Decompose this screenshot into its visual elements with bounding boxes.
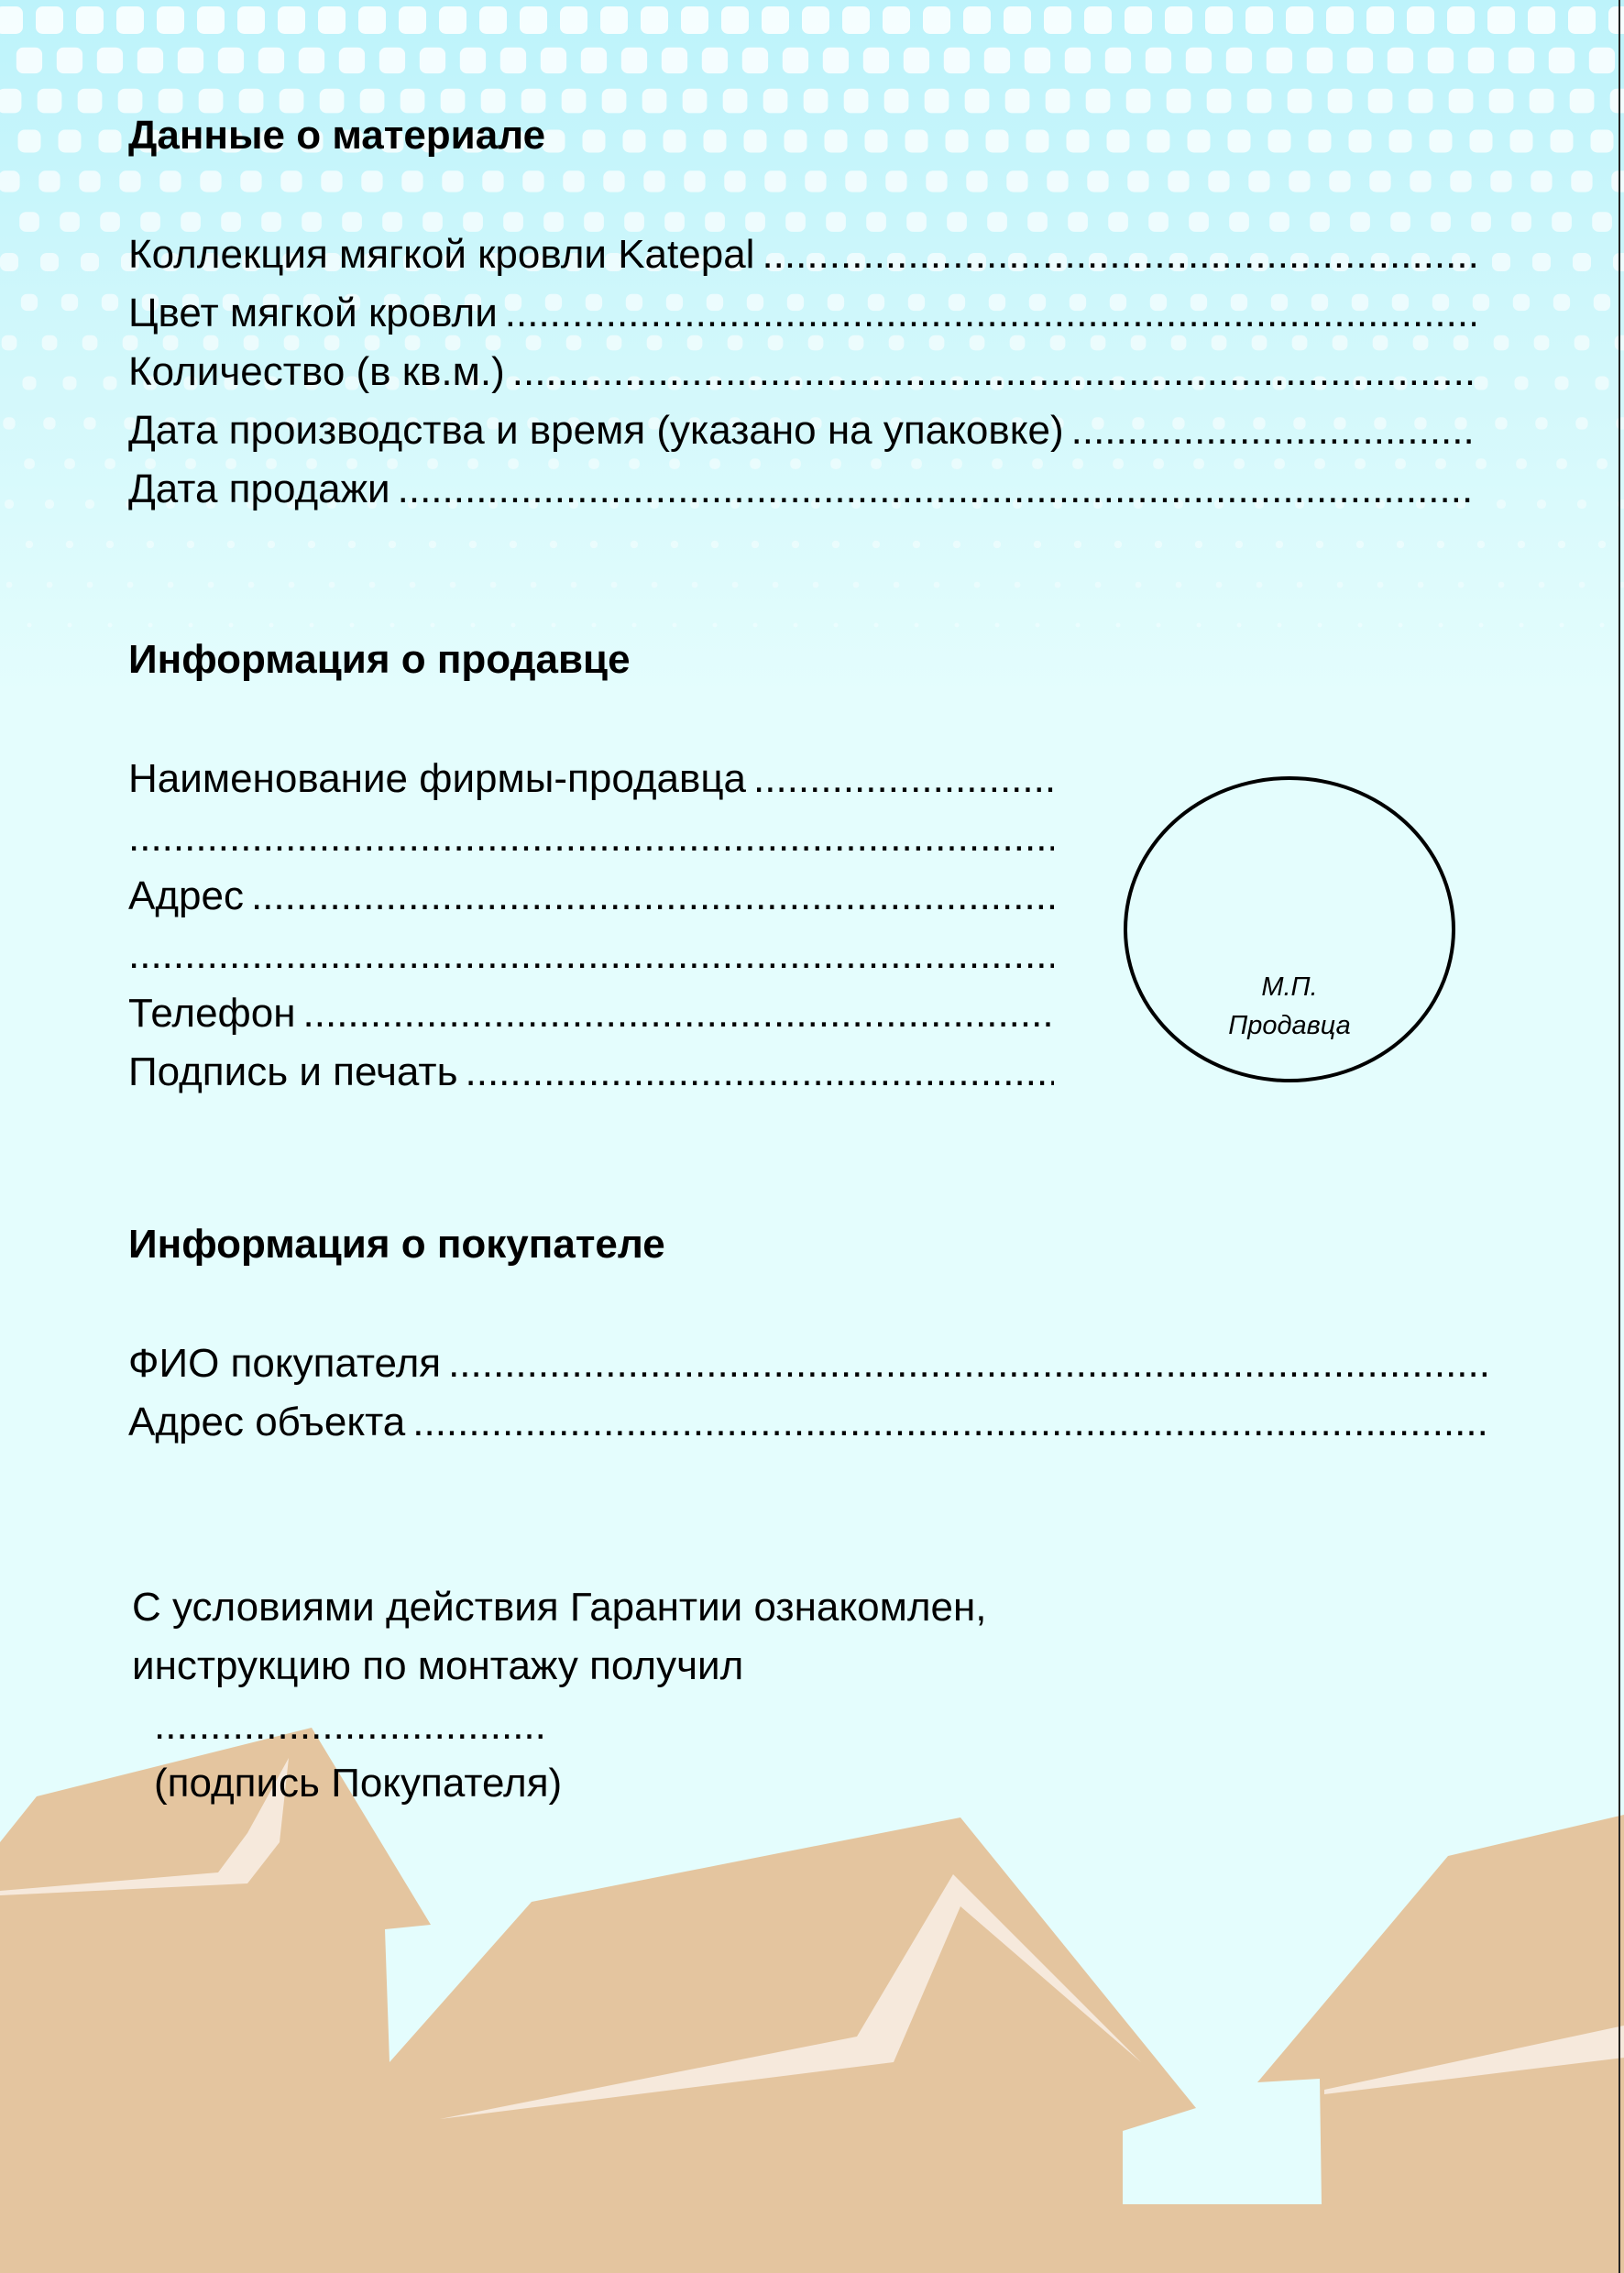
fill-in-dots[interactable]: [1071, 403, 1476, 458]
field-label: Адрес объекта: [128, 1400, 406, 1444]
field-label: Дата производства и время (указано на упаковке): [128, 408, 1064, 453]
field-label: Дата продажи: [128, 467, 390, 511]
field-label: ФИО покупателя: [128, 1341, 442, 1386]
field-seller-phone[interactable]: [128, 986, 1054, 1041]
field-object-address[interactable]: [128, 1395, 1489, 1450]
field-production-date[interactable]: [128, 403, 1476, 458]
field-katepal-collection[interactable]: [128, 227, 1476, 282]
fill-in-dots[interactable]: [251, 869, 1054, 924]
field-seller-address-continued[interactable]: [128, 928, 1054, 983]
section-heading-material: Данные о материале: [128, 113, 546, 158]
fill-in-dots[interactable]: [128, 810, 1054, 865]
buyer-signature-dots[interactable]: ...................................: [154, 1703, 546, 1748]
fill-in-dots[interactable]: [448, 1336, 1489, 1391]
fill-in-dots[interactable]: [412, 1395, 1489, 1450]
field-roof-color[interactable]: [128, 286, 1476, 341]
stamp-label-line1: М.П.: [1261, 972, 1318, 1002]
fill-in-dots[interactable]: [505, 286, 1476, 341]
stamp-label: [1127, 968, 1452, 1045]
fill-in-dots[interactable]: [512, 345, 1476, 400]
buyer-signature-caption: (подпись Покупателя): [154, 1761, 563, 1806]
acknowledgement-line2: инструкцию по монтажу получил: [132, 1643, 744, 1688]
field-sale-date[interactable]: [128, 462, 1476, 517]
fill-in-dots[interactable]: [466, 1045, 1055, 1100]
field-seller-company-continued[interactable]: [128, 810, 1054, 865]
field-label: Цвет мягкой кровли: [128, 291, 498, 335]
fill-in-dots[interactable]: [128, 928, 1054, 983]
section-heading-buyer: Информация о покупателе: [128, 1222, 665, 1267]
field-quantity[interactable]: [128, 345, 1476, 400]
seller-stamp-circle: [1124, 776, 1455, 1082]
field-seller-company[interactable]: [128, 752, 1054, 807]
field-label: Телефон: [128, 991, 296, 1036]
field-seller-address[interactable]: [128, 869, 1054, 924]
fill-in-dots[interactable]: [762, 227, 1476, 282]
fill-in-dots[interactable]: [398, 462, 1476, 517]
field-label: Наименование фирмы-продавца: [128, 756, 747, 801]
fill-in-dots[interactable]: [753, 752, 1054, 807]
acknowledgement-line1: С условиями действия Гарантии ознакомлен,: [132, 1585, 987, 1630]
field-label: Адрес: [128, 873, 244, 918]
field-label: Подпись и печать: [128, 1049, 458, 1094]
acknowledgement-text: [132, 1578, 987, 1696]
field-seller-signature[interactable]: [128, 1045, 1054, 1100]
field-label: Количество (в кв.м.): [128, 349, 505, 394]
stamp-label-line2: Продавца: [1228, 1011, 1351, 1040]
section-heading-seller: Информация о продавце: [128, 637, 631, 682]
field-label: Коллекция мягкой кровли Katepal: [128, 232, 755, 277]
fill-in-dots[interactable]: [303, 986, 1054, 1041]
field-buyer-name[interactable]: [128, 1336, 1489, 1391]
